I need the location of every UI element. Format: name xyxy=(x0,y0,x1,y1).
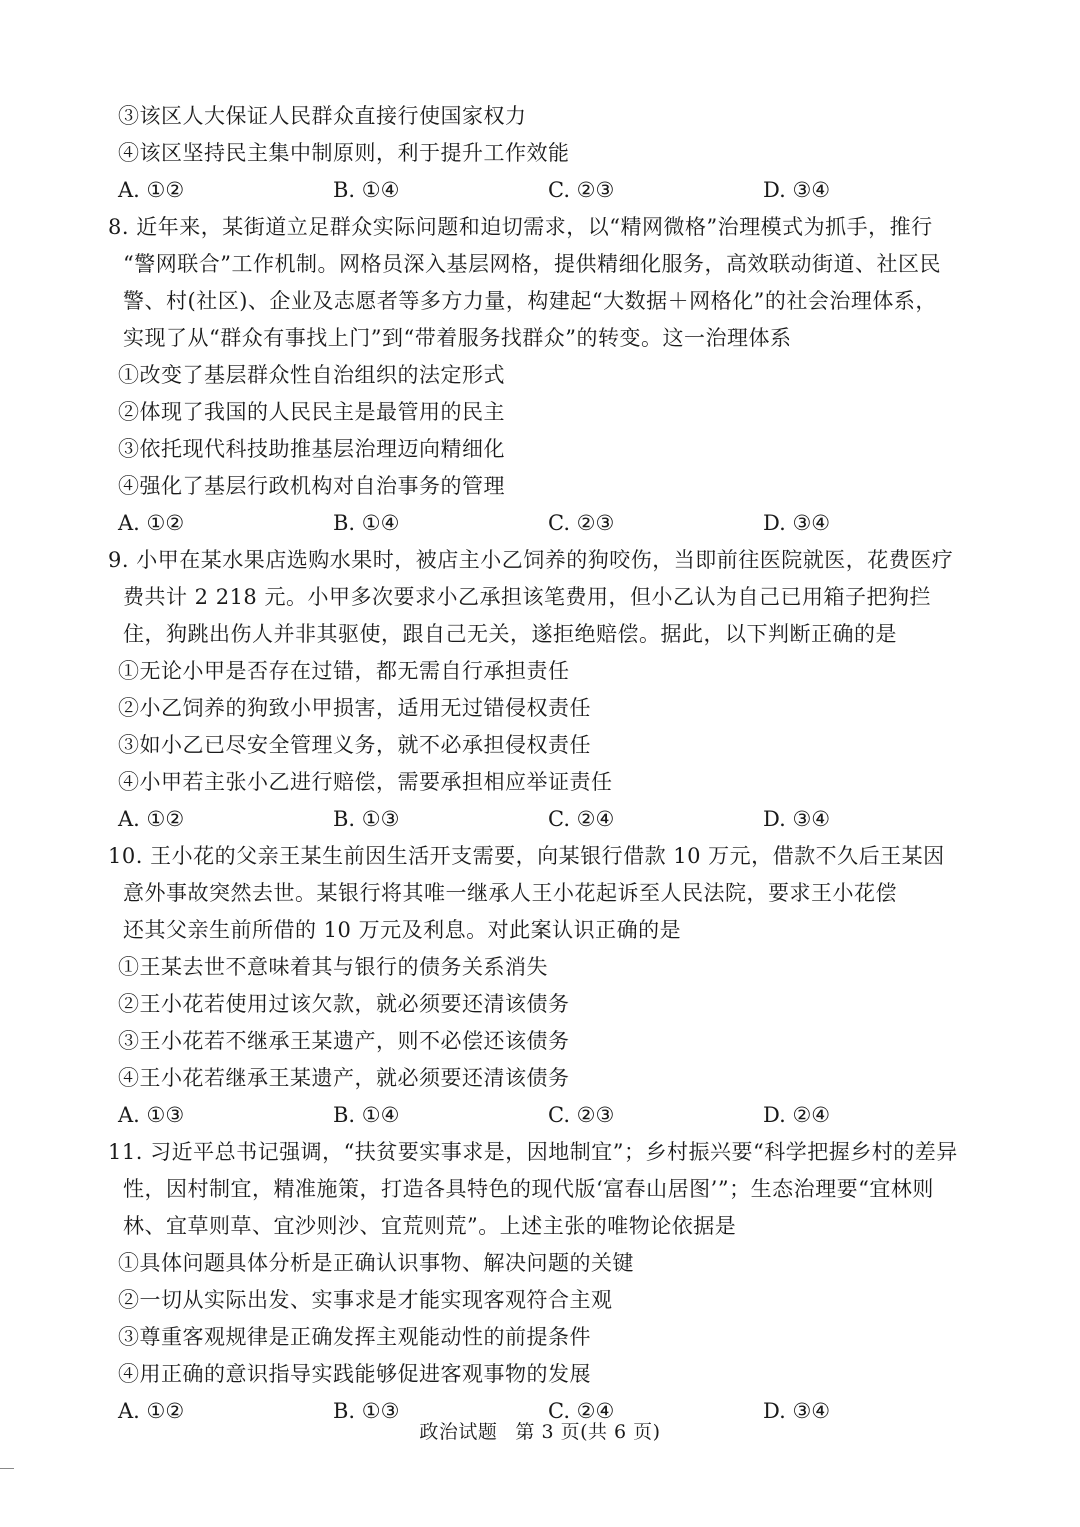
question-stem: “警网联合”工作机制。网格员深入基层网格，提供精细化服务，高效联动街道、社区民 xyxy=(123,252,941,276)
question-stem: 林、宜草则草、宜沙则沙、宜荒则荒”。上述主张的唯物论依据是 xyxy=(123,1214,737,1238)
option-item: ②一切从实际出发、实事求是才能实现客观符合主观 xyxy=(118,1288,613,1312)
option-item: ②小乙饲养的狗致小甲损害，适用无过错侵权责任 xyxy=(118,696,591,720)
question-11 xyxy=(108,1134,975,1430)
choice-b: B. ①④ xyxy=(333,511,400,535)
choice-b: B. ①③ xyxy=(333,1399,400,1423)
question-8 xyxy=(108,209,975,542)
choice-a: A. ①② xyxy=(118,807,185,831)
question-stem: 还其父亲生前所借的 10 万元及利息。对此案认识正确的是 xyxy=(123,918,682,942)
option-item: ③王小花若不继承王某遗产，则不必偿还该债务 xyxy=(118,1029,570,1053)
prev-question-tail xyxy=(115,98,975,209)
choice-d: D. ③④ xyxy=(763,178,831,202)
choice-c: C. ②③ xyxy=(548,178,615,202)
page-footer xyxy=(0,1418,1080,1446)
choice-b: B. ①④ xyxy=(333,178,400,202)
choice-d: D. ③④ xyxy=(763,511,831,535)
option-item: ④小甲若主张小乙进行赔偿，需要承担相应举证责任 xyxy=(118,770,613,794)
question-9 xyxy=(108,542,975,838)
option-item: ①王某去世不意味着其与银行的债务关系消失 xyxy=(118,955,548,979)
question-stem: 费共计 2 218 元。小甲多次要求小乙承担该笔费用，但小乙认为自己已用箱子把狗拦 xyxy=(123,585,931,609)
option-item: ③如小乙已尽安全管理义务，就不必承担侵权责任 xyxy=(118,733,591,757)
choice-b: B. ①③ xyxy=(333,807,400,831)
choice-d: D. ③④ xyxy=(763,1399,831,1423)
question-stem: 意外事故突然去世。某银行将其唯一继承人王小花起诉至人民法院，要求王小花偿 xyxy=(123,881,897,905)
answer-choices xyxy=(115,801,975,838)
question-stem: 9. 小甲在某水果店选购水果时，被店主小乙饲养的狗咬伤，当即前往医院就医，花费医疗 xyxy=(108,548,954,572)
option-item: ①具体问题具体分析是正确认识事物、解决问题的关键 xyxy=(118,1251,634,1275)
choice-b: B. ①④ xyxy=(333,1103,400,1127)
question-stem: 实现了从“群众有事找上门”到“带着服务找群众”的转变。这一治理体系 xyxy=(123,326,792,350)
option-item: ④王小花若继承王某遗产，就必须要还清该债务 xyxy=(118,1066,570,1090)
choice-a: A. ①③ xyxy=(118,1103,185,1127)
choice-c: C. ②④ xyxy=(548,1399,615,1423)
option-item: ③依托现代科技助推基层治理迈向精细化 xyxy=(118,437,505,461)
question-stem: 10. 王小花的父亲王某生前因生活开支需要，向某银行借款 10 万元，借款不久后王某因 xyxy=(108,844,945,868)
option-item: ④该区坚持民主集中制原则，利于提升工作效能 xyxy=(118,141,570,165)
choice-c: C. ②③ xyxy=(548,511,615,535)
binding-margin-mark xyxy=(0,1468,14,1469)
answer-choices xyxy=(115,1097,975,1134)
question-10 xyxy=(108,838,975,1134)
answer-choices xyxy=(115,172,975,209)
option-item: ④强化了基层行政机构对自治事务的管理 xyxy=(118,474,505,498)
question-stem: 住，狗跳出伤人并非其驱使，跟自己无关，遂拒绝赔偿。据此，以下判断正确的是 xyxy=(123,622,897,646)
option-item: ③该区人大保证人民群众直接行使国家权力 xyxy=(118,104,527,128)
answer-choices xyxy=(115,505,975,542)
choice-a: A. ①② xyxy=(118,511,185,535)
footer-subject: 政治试题 xyxy=(419,1421,498,1443)
option-item: ②体现了我国的人民民主是最管用的民主 xyxy=(118,400,505,424)
footer-page-number: 第 3 页(共 6 页) xyxy=(515,1421,661,1443)
option-item: ①无论小甲是否存在过错，都无需自行承担责任 xyxy=(118,659,570,683)
choice-d: D. ③④ xyxy=(763,807,831,831)
choice-c: C. ②④ xyxy=(548,807,615,831)
question-stem: 11. 习近平总书记强调，“扶贫要实事求是，因地制宜”；乡村振兴要“科学把握乡村的差异 xyxy=(108,1140,958,1164)
choice-a: A. ①② xyxy=(118,1399,185,1423)
question-stem: 8. 近年来，某街道立足群众实际问题和迫切需求，以“精网微格”治理模式为抓手，推行 xyxy=(108,215,933,239)
choice-d: D. ②④ xyxy=(763,1103,831,1127)
option-item: ①改变了基层群众性自治组织的法定形式 xyxy=(118,363,505,387)
question-stem: 性，因村制宜，精准施策，打造各具特色的现代版‘富春山居图’”；生态治理要“宜林则 xyxy=(123,1177,934,1201)
choice-a: A. ①② xyxy=(118,178,185,202)
exam-content xyxy=(108,98,975,1430)
choice-c: C. ②③ xyxy=(548,1103,615,1127)
question-stem: 警、村(社区)、企业及志愿者等多方力量，构建起“大数据＋网格化”的社会治理体系， xyxy=(123,289,937,313)
option-item: ②王小花若使用过该欠款，就必须要还清该债务 xyxy=(118,992,570,1016)
option-item: ④用正确的意识指导实践能够促进客观事物的发展 xyxy=(118,1362,591,1386)
option-item: ③尊重客观规律是正确发挥主观能动性的前提条件 xyxy=(118,1325,591,1349)
